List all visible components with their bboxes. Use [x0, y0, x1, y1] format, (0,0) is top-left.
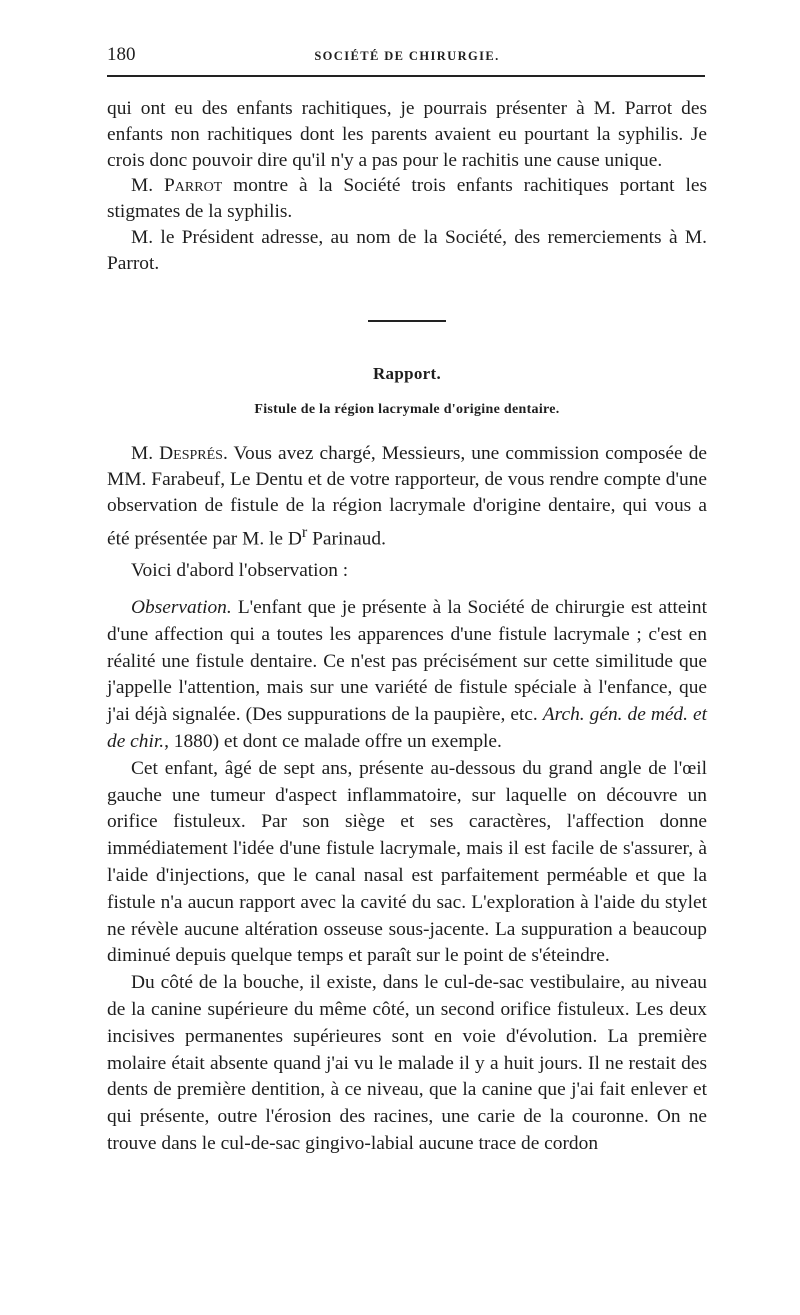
paragraph-text: . Vous avez chargé, Messieurs, une commission composée de MM. Farabeuf, Le Dentu et de votre rapporteur, de vous rendre compte d'une observation de fistule de la région lacrymale d'origine dentaire, qui vous a été présentée par M. le D [107, 443, 707, 550]
observation-label: Observation. [131, 597, 232, 618]
header-rule [107, 75, 705, 77]
observation-text [107, 595, 707, 1158]
page-number: 180 [107, 44, 136, 65]
section-title: Rapport. [372, 364, 442, 383]
paragraph-text-end: , 1880) et dont ce malade offre un exemple. [164, 730, 502, 752]
paragraph-observation-2: Cet enfant, âgé de sept ans, présente au-dessous du grand angle de l'œil gauche une tumeur d'aspect inflammatoire, sur laquelle on découvre un orifice fistuleux. Par son siège et ses caractères, l'affection donne immédiatement l'idée d'une fistule lacrymale, mais il est facile de s'assurer, à l'aide d'injections, que le canal nasal est parfaitement perméable et que la fistule n'a aucun rapport avec la cavité du sac. L'exploration à l'aide du stylet ne révèle aucune altération osseuse sous-jacente. La suppuration a beaucoup diminué depuis quelque temps et paraît sur le point de s'éteindre. [107, 757, 707, 967]
paragraph-report-intro [107, 441, 707, 552]
paragraph-continuation: qui ont eu des enfants rachitiques, je pourrais présenter à M. Parrot des enfants non rachitiques dont les parents avaient eu pourtant la syphilis. Je crois donc pouvoir dire qu'il n'y a pas pour le rachitis une cause unique. [107, 98, 707, 171]
speaker-name: Després [159, 443, 223, 464]
opening-text [107, 96, 707, 277]
paragraph-text: montre à la Société trois enfants rachitiques portant les stigmates de la syphilis. [107, 175, 707, 223]
running-head [107, 44, 707, 70]
paragraph-lead: Voici d'abord l'observation : [131, 560, 349, 582]
paragraph-prefix: M. [131, 175, 164, 197]
paragraph-text: L'enfant que je présente à la Société de chirurgie est atteint d'une affection qui a toutes les apparences d'une fistule lacrymale ; c'est en réalité une fistule dentaire. Ce n'est pas précisément sur cette similitude que j'appelle l'attention, mais sur une variété de fistule spéciale à l'enfance, que j'ai déjà signalée. (Des suppurations de la paupière, etc. [107, 597, 707, 726]
section-divider [368, 320, 446, 322]
superscript: r [301, 523, 308, 541]
section-subtitle: Fistule de la région lacrymale d'origine dentaire. [254, 402, 560, 417]
paragraph-observation-1 [107, 595, 707, 756]
speaker-name: Parrot [164, 175, 223, 197]
running-title: SOCIÉTÉ DE CHIRURGIE. [314, 49, 500, 63]
paragraph-observation-3: Du côté de la bouche, il existe, dans le cul-de-sac vestibulaire, au niveau de la canine supérieure du même côté, un second orifice fistuleux. Les deux incisives permanentes supérieures sont en voie d'évolution. La première molaire était absente quand j'ai vu le malade il y a huit jours. Il ne restait des dents de première dentition, à ce niveau, que la canine que j'ai fait enlever et qui présente, outre l'érosion des racines, une carie de la couronne. On ne trouve dans le cul-de-sac gingivo-labial aucune trace de cordon [107, 972, 707, 1154]
paragraph-president-thanks: M. le Président adresse, au nom de la Société, des remerciements à M. Parrot. [107, 226, 707, 274]
report-intro [107, 441, 707, 584]
book-page [107, 0, 707, 1315]
paragraph-parrot-presentation [107, 173, 707, 225]
journal-reference: Arch. gén. de méd. et de chir. [107, 704, 707, 752]
paragraph-text-end: Parinaud. [307, 528, 386, 550]
paragraph-prefix: M. [131, 443, 160, 464]
